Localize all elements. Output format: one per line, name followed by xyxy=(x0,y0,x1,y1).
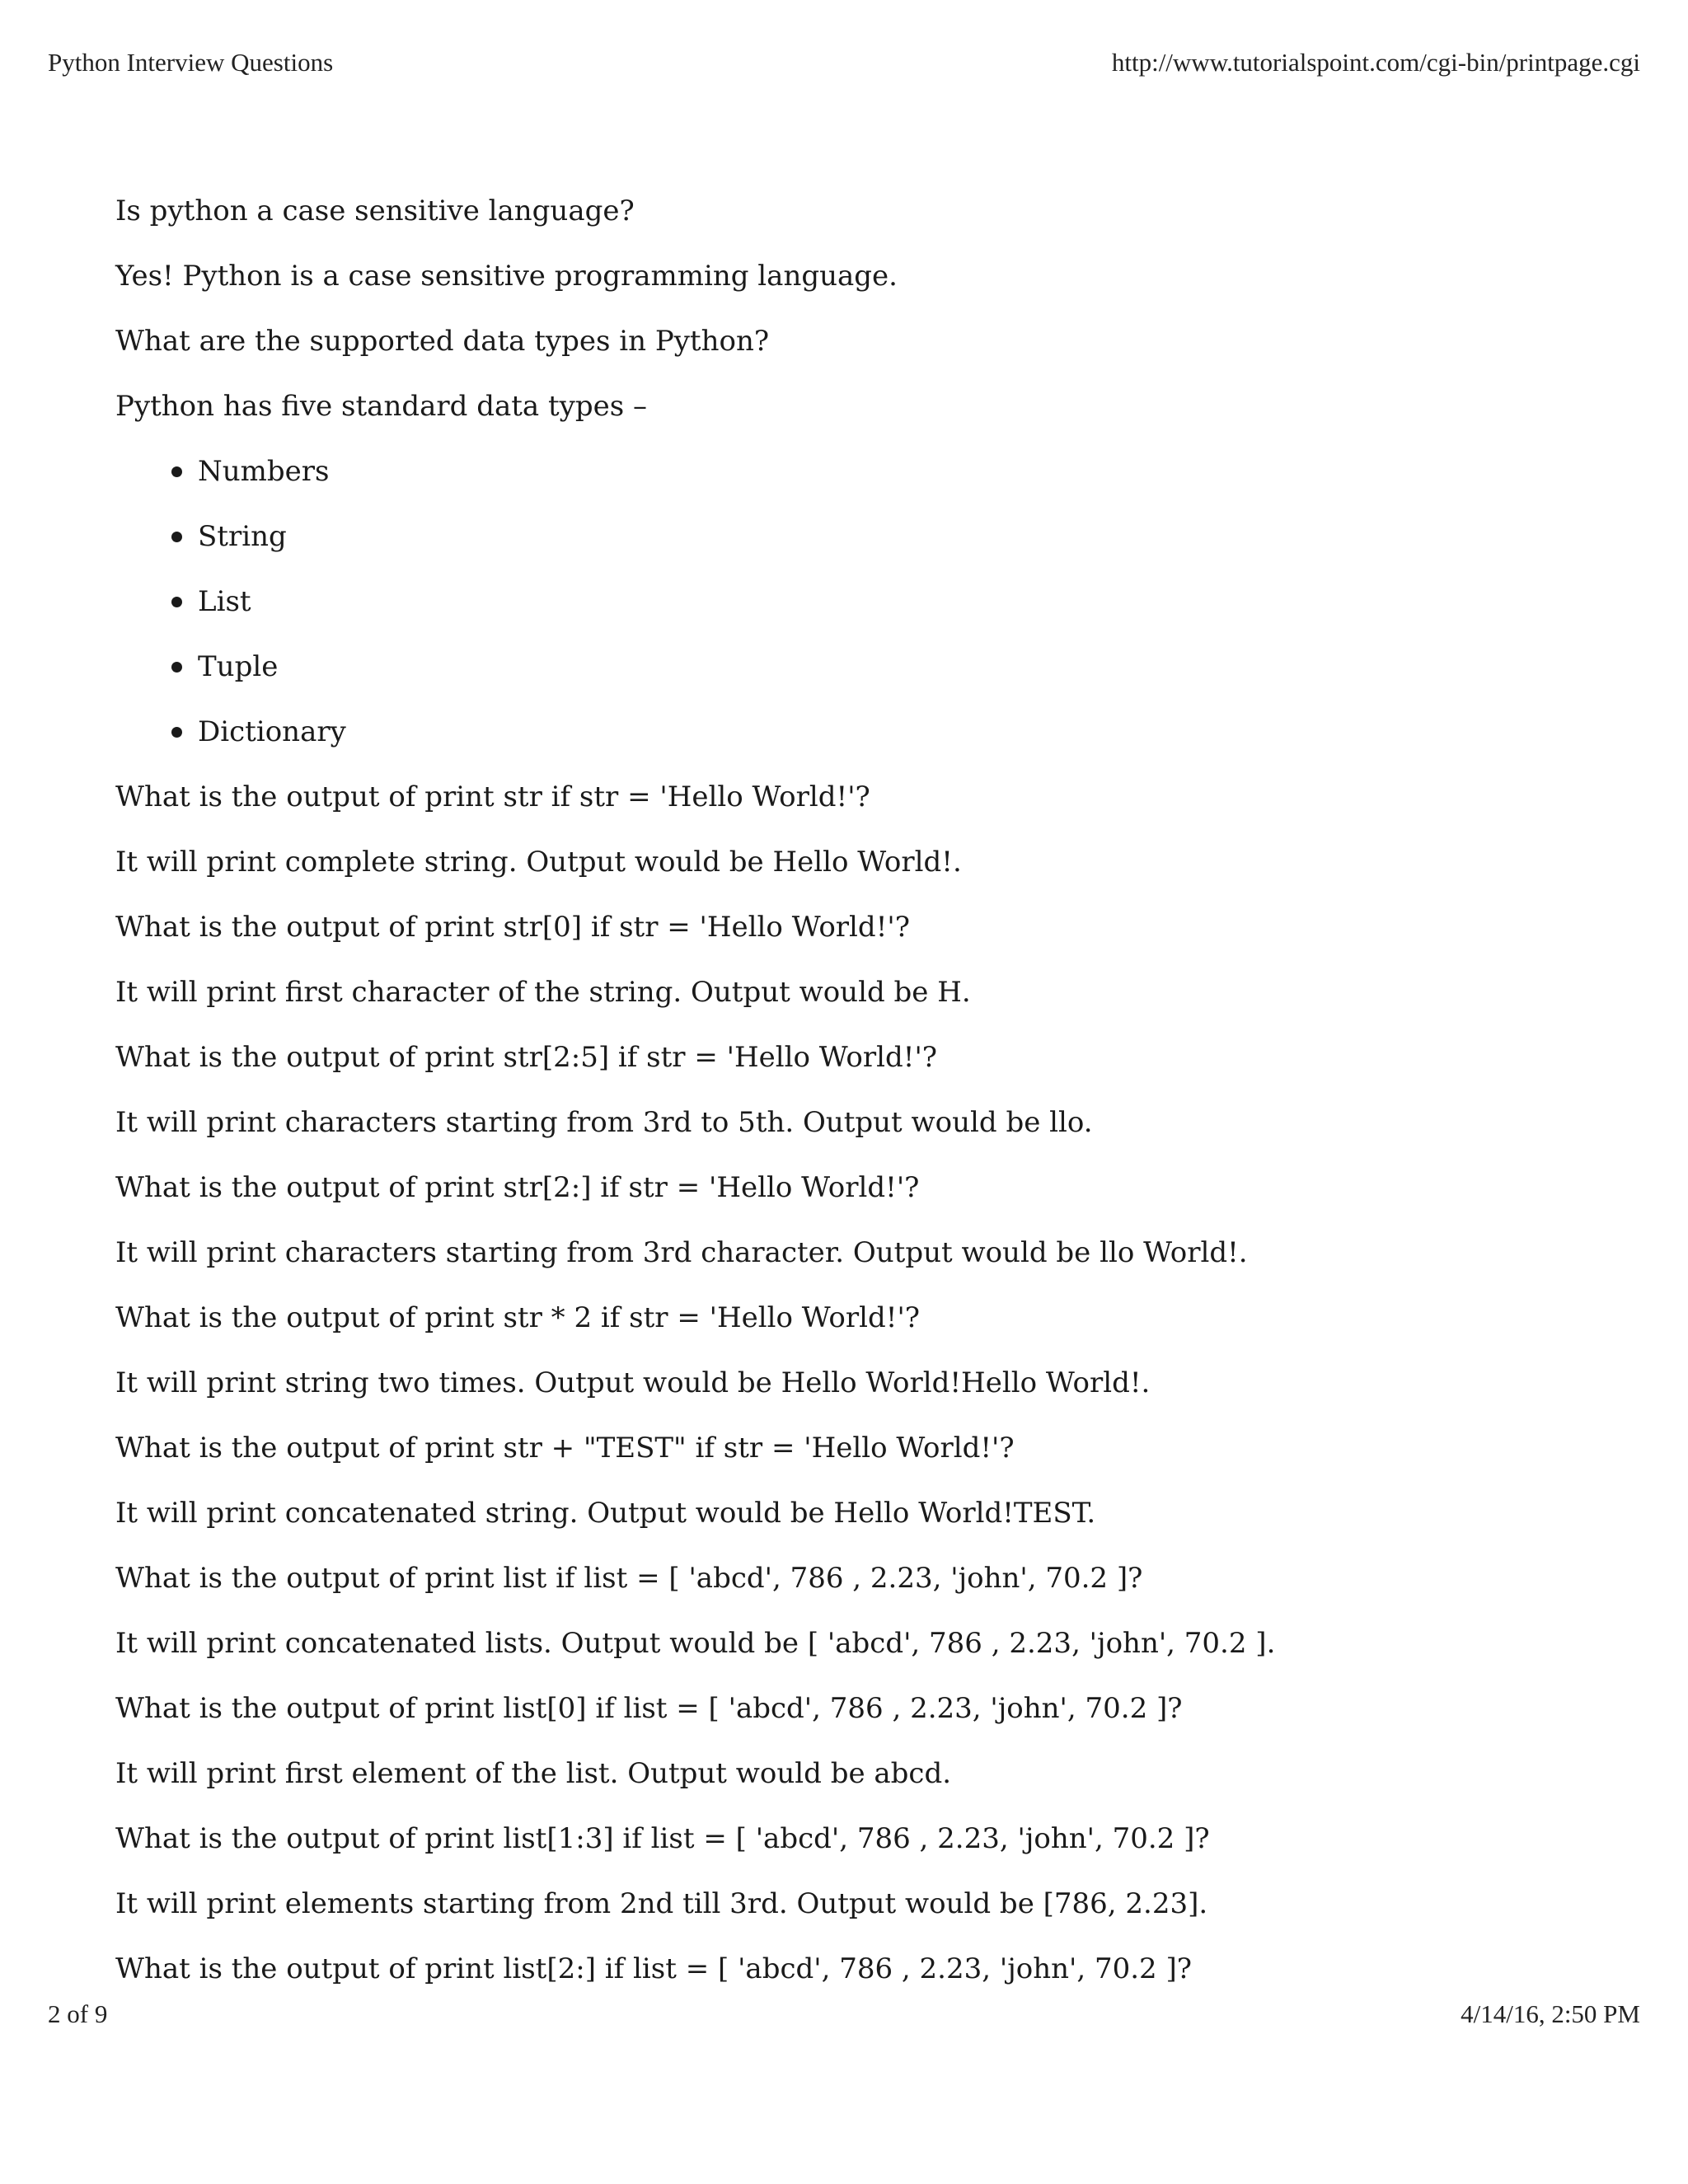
answer-print-str-index: It will print first character of the string. Output would be H. xyxy=(115,976,971,1009)
answer-print-str-slice-open: It will print characters starting from 3rd character. Output would be llo World!. xyxy=(115,1236,1248,1269)
print-datetime: 4/14/16, 2:50 PM xyxy=(1461,1999,1640,2028)
answer-print-str-slice: It will print characters starting from 3rd to 5th. Output would be llo. xyxy=(115,1106,1093,1139)
question-data-types: What are the supported data types in Python? xyxy=(115,325,770,358)
answer-print-str-repeat: It will print string two times. Output would be Hello World!Hello World!. xyxy=(115,1366,1151,1399)
list-item xyxy=(115,650,1632,683)
question-print-str-index: What is the output of print str[0] if str = 'Hello World!'? xyxy=(115,911,910,944)
list-item xyxy=(115,520,1632,553)
qa-section xyxy=(115,780,1632,1985)
page-content xyxy=(115,194,1632,2018)
bullet-icon xyxy=(171,662,182,673)
answer-print-list-index: It will print first element of the list. Output would be abcd. xyxy=(115,1757,952,1790)
answer-print-str: It will print complete string. Output would be Hello World!. xyxy=(115,846,962,879)
print-footer xyxy=(48,1998,1640,2031)
question-print-list-index: What is the output of print list[0] if list = [ 'abcd', 786 , 2.23, 'john', 70.2 ]? xyxy=(115,1692,1183,1725)
question-print-str-slice: What is the output of print str[2:5] if str = 'Hello World!'? xyxy=(115,1041,938,1074)
answer-print-list: It will print concatenated lists. Output would be [ 'abcd', 786 , 2.23, 'john', 70.2 ]. xyxy=(115,1627,1276,1660)
list-item xyxy=(115,715,1632,748)
answer-case-sensitive: Yes! Python is a case sensitive programming language. xyxy=(115,260,898,293)
answer-print-list-slice: It will print elements starting from 2nd till 3rd. Output would be [786, 2.23]. xyxy=(115,1887,1208,1920)
list-item xyxy=(115,455,1632,488)
list-item-label: Dictionary xyxy=(198,715,346,748)
bullet-icon xyxy=(171,466,182,477)
bullet-icon xyxy=(171,597,182,607)
list-item xyxy=(115,585,1632,618)
source-url: http://www.tutorialspoint.com/cgi-bin/printpage.cgi xyxy=(1111,48,1640,77)
list-item-label: List xyxy=(198,585,251,618)
bullet-icon xyxy=(171,532,182,542)
question-print-str-concat: What is the output of print str + "TEST" if str = 'Hello World!'? xyxy=(115,1432,1015,1465)
question-print-list-slice: What is the output of print list[1:3] if list = [ 'abcd', 786 , 2.23, 'john', 70.2 ]? xyxy=(115,1822,1210,1855)
page-number: 2 of 9 xyxy=(48,1999,108,2028)
list-item-label: Numbers xyxy=(198,455,330,488)
question-print-str: What is the output of print str if str = 'Hello World!'? xyxy=(115,780,870,813)
document-title: Python Interview Questions xyxy=(48,48,334,77)
list-item-label: Tuple xyxy=(198,650,279,683)
print-header xyxy=(48,46,1640,79)
question-case-sensitive: Is python a case sensitive language? xyxy=(115,194,635,227)
question-print-list: What is the output of print list if list = [ 'abcd', 786 , 2.23, 'john', 70.2 ]? xyxy=(115,1562,1143,1595)
data-types-list xyxy=(115,455,1632,748)
list-item-label: String xyxy=(198,520,287,553)
question-print-list-slice-open: What is the output of print list[2:] if list = [ 'abcd', 786 , 2.23, 'john', 70.2 ]? xyxy=(115,1952,1192,1985)
question-print-str-repeat: What is the output of print str * 2 if str = 'Hello World!'? xyxy=(115,1301,921,1334)
question-print-str-slice-open: What is the output of print str[2:] if str = 'Hello World!'? xyxy=(115,1171,920,1204)
answer-print-str-concat: It will print concatenated string. Output would be Hello World!TEST. xyxy=(115,1497,1096,1530)
intro-section xyxy=(115,194,1632,423)
bullet-icon xyxy=(171,727,182,738)
answer-data-types: Python has five standard data types – xyxy=(115,390,647,423)
